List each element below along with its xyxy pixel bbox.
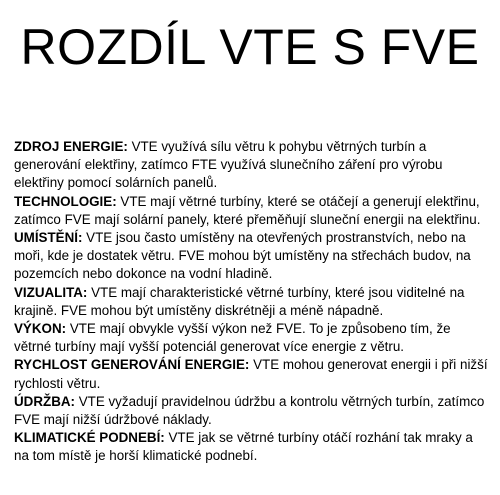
- item-label: RYCHLOST GENEROVÁNÍ ENERGIE:: [14, 357, 250, 373]
- item-klimaticke-podnebi: [14, 429, 488, 465]
- item-rychlost-generovani: [14, 356, 488, 392]
- item-text: VTE vyžadují pravidelnou údržbu a kontrolu větrných turbín, zatímco FVE mají nižší údržbové náklady.: [14, 393, 485, 428]
- item-zdroj-energie: [14, 138, 488, 193]
- item-text: VTE mají charakteristické větrné turbíny, které jsou viditelné na krajině. FVE mohou být umístěny diskrétněji a méně nápadně.: [14, 284, 465, 318]
- item-text: VTE mají obvykle vyšší výkon než FVE. To je způsobeno tím, že větrné turbíny mají vyšší potenciál generovat více energie z větru.: [14, 321, 451, 355]
- item-label: ZDROJ ENERGIE:: [14, 139, 128, 154]
- item-label: VIZUALITA:: [14, 284, 88, 300]
- item-text: VTE jsou často umístěny na otevřených prostranstvích, nebo na moři, kde je dostatek větru. FVE mohou být umístěny na střechách budov, na pozemcích nebo dokonce na vodní hladině.: [14, 230, 471, 282]
- item-text: VTE jak se větrné turbíny otáčí rozhání tak mraky a na tom místě je horší klimatické podnebí.: [14, 430, 473, 464]
- item-label: TECHNOLOGIE:: [14, 193, 117, 209]
- item-text: VTE využívá sílu větru k pohybu větrných turbín a generování elektřiny, zatímco FTE využívá slunečního záření pro výrobu elektřiny pomocí solárních panelů.: [14, 139, 443, 191]
- item-vizualita: [14, 284, 488, 320]
- item-umisteni: [14, 229, 488, 284]
- item-udrzba: [14, 393, 488, 429]
- item-technologie: [14, 193, 488, 229]
- comparison-list: [14, 138, 488, 466]
- page-title: ROZDÍL VTE S FVE: [20, 19, 480, 75]
- item-label: VÝKON:: [14, 321, 67, 337]
- item-text: VTE mohou generovat energii i při nižší rychlosti větru.: [14, 357, 488, 391]
- item-vykon: [14, 320, 488, 356]
- item-label: KLIMATICKÉ PODNEBÍ:: [14, 430, 165, 446]
- item-text: VTE mají větrné turbíny, které se otáčejí a generují elektřinu, zatímco FVE mají solární panely, které přeměňují sluneční energii na elektřinu.: [14, 193, 481, 227]
- item-label: UMÍSTĚNÍ:: [14, 230, 83, 246]
- item-label: ÚDRŽBA:: [14, 393, 75, 409]
